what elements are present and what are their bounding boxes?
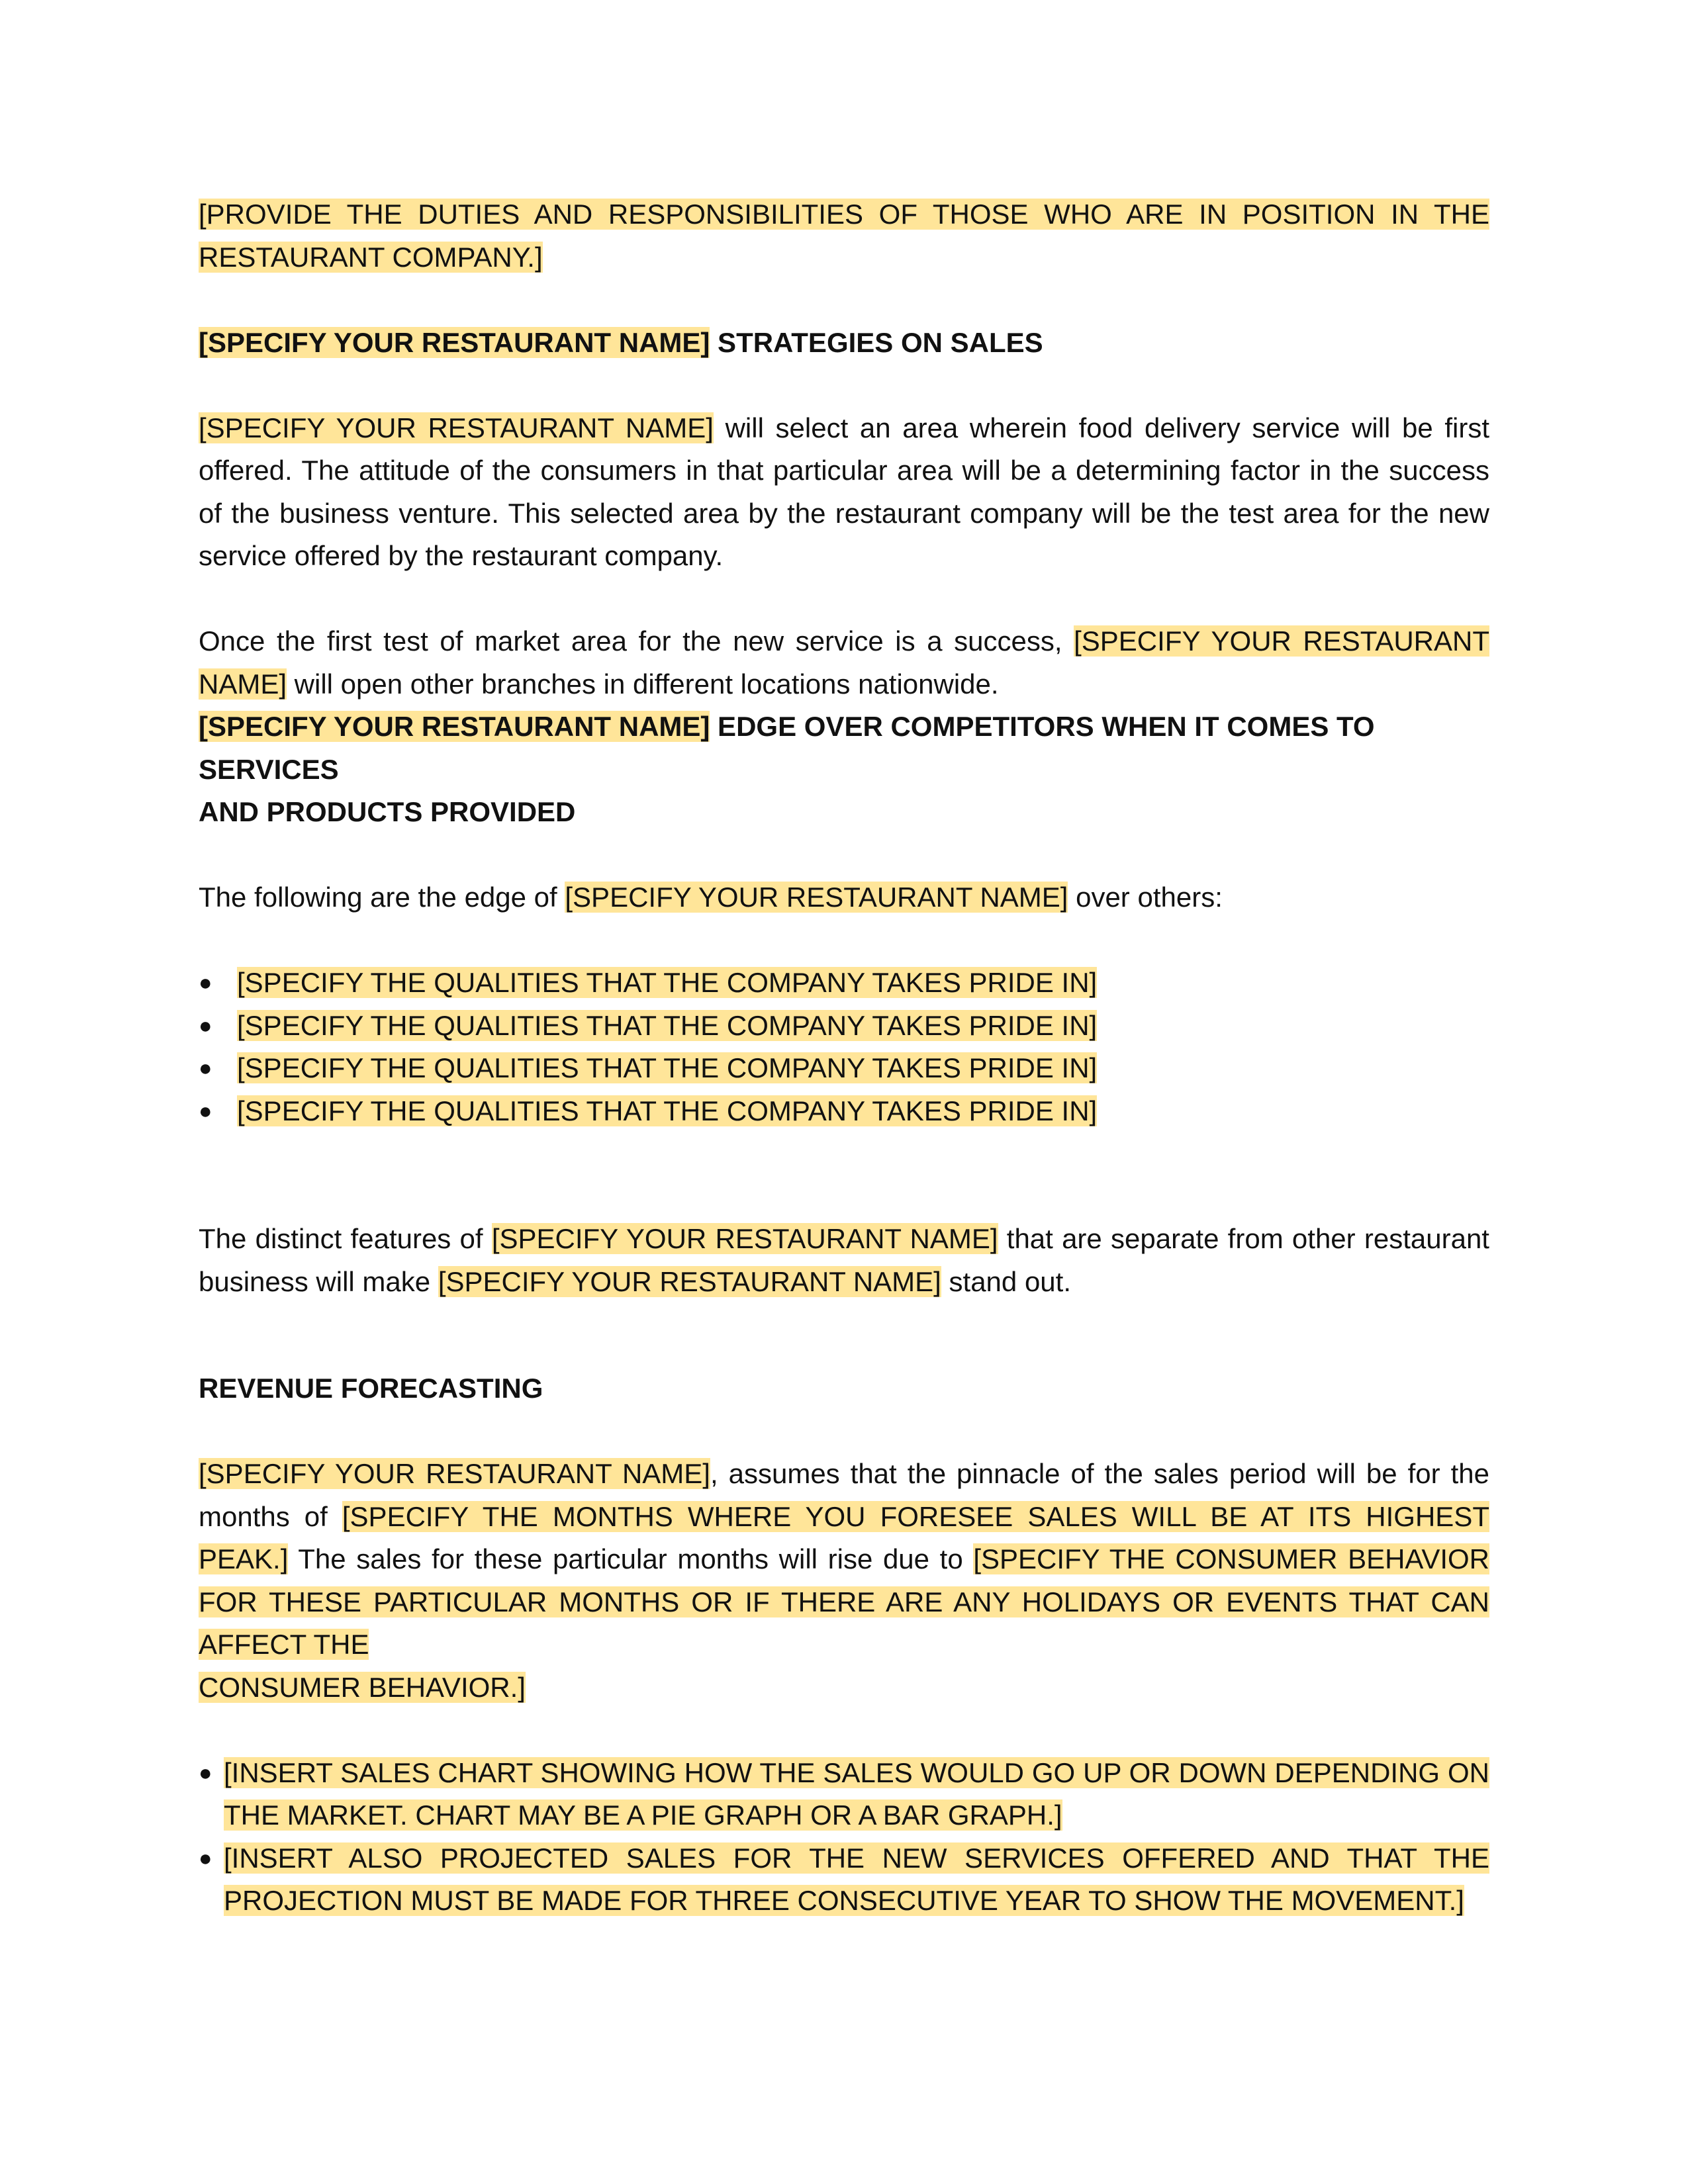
qualities-list [199,962,1489,1132]
behavior-placeholder-line2: CONSUMER BEHAVIOR.] [199,1671,526,1703]
strategies-paragraph-2 [199,620,1489,705]
strategies-paragraph-2-after: will open other branches in different locations nationwide. [287,668,999,700]
strategies-paragraph-2-before: Once the first test of market area for the new service is a success, [199,625,1074,657]
restaurant-name-placeholder: [SPECIFY YOUR RESTAURANT NAME] [438,1265,941,1297]
restaurant-name-placeholder: [SPECIFY YOUR RESTAURANT NAME] [199,1458,710,1489]
strategies-paragraph-1 [199,407,1489,578]
restaurant-name-placeholder: [SPECIFY YOUR RESTAURANT NAME] [565,882,1068,913]
restaurant-name-placeholder: [SPECIFY YOUR RESTAURANT NAME] [199,711,710,742]
revenue-bullets [199,1752,1489,1923]
strategies-heading-text: STRATEGIES ON SALES [710,326,1043,358]
edge-intro [199,876,1489,919]
sales-chart-placeholder: [INSERT SALES CHART SHOWING HOW THE SALES WOULD GO UP OR DOWN DEPENDING ON THE MARKET. CHART MAY BE A PIE GRAPH OR A BAR GRAPH.] [224,1756,1489,1831]
quality-placeholder: [SPECIFY THE QUALITIES THAT THE COMPANY TAKES PRIDE IN] [237,967,1098,998]
revenue-paragraph [199,1453,1489,1709]
strategies-paragraph-1-text: will select an area wherein food delivery service will be first offered. The attitude of the consumers in that particular area will be a determining factor in the success of the business venture. This selected area by the restaurant company will be the test area for the new service offered by the restaurant company. [199,412,1489,571]
quality-placeholder: [SPECIFY THE QUALITIES THAT THE COMPANY TAKES PRIDE IN] [237,1009,1098,1041]
edge-heading-line1: EDGE OVER COMPETITORS WHEN IT COMES TO SERVICES [199,711,1375,785]
edge-heading [199,705,1489,834]
duties-paragraph [199,193,1489,279]
strategies-heading [199,322,1489,365]
list-item [199,1752,1489,1837]
list-item [199,1005,1489,1048]
distinct-features-paragraph [199,1218,1489,1303]
behavior-placeholder-line1: [SPECIFY THE CONSUMER BEHAVIOR FOR THESE PARTICULAR MONTHS OR IF THERE ARE ANY HOLIDAYS OR EVENTS THAT CAN AFFECT THE [199,1543,1490,1660]
edge-heading-line2: AND PRODUCTS PROVIDED [199,796,576,827]
distinct-before: The distinct features of [199,1223,492,1254]
list-item [199,1047,1489,1090]
document-page [199,193,1489,1923]
months-placeholder: [SPECIFY THE MONTHS WHERE YOU FORESEE SALES WILL BE AT ITS HIGHEST PEAK.] [199,1500,1489,1574]
list-item [199,1837,1489,1923]
restaurant-name-placeholder: [SPECIFY YOUR RESTAURANT NAME] [491,1223,998,1254]
restaurant-name-placeholder: [SPECIFY YOUR RESTAURANT NAME] [199,326,710,358]
list-item [199,962,1489,1005]
distinct-after: stand out. [941,1265,1071,1297]
revenue-text-2: The sales for these particular months will rise due to [288,1543,974,1574]
projected-sales-placeholder: [INSERT ALSO PROJECTED SALES FOR THE NEW SERVICES OFFERED AND THAT THE PROJECTION MUST BE MADE FOR THREE CONSECUTIVE YEAR TO SHOW THE MOVEMENT.] [224,1842,1489,1916]
revenue-heading: REVENUE FORECASTING [199,1373,543,1404]
duties-placeholder: [PROVIDE THE DUTIES AND RESPONSIBILITIES OF THOSE WHO ARE IN POSITION IN THE RESTAURANT COMPANY.] [199,199,1489,273]
distinct-middle: that are separate from other restaurant business will make [199,1223,1489,1297]
restaurant-name-placeholder: [SPECIFY YOUR RESTAURANT NAME] [199,412,714,443]
restaurant-name-placeholder: [SPECIFY YOUR RESTAURANT NAME] [199,625,1489,700]
quality-placeholder: [SPECIFY THE QUALITIES THAT THE COMPANY TAKES PRIDE IN] [237,1095,1098,1126]
list-item [199,1090,1489,1133]
edge-intro-before: The following are the edge of [199,882,565,913]
revenue-text-1: , assumes that the pinnacle of the sales period will be for the months of [199,1458,1489,1532]
quality-placeholder: [SPECIFY THE QUALITIES THAT THE COMPANY TAKES PRIDE IN] [237,1052,1098,1083]
edge-intro-after: over others: [1068,882,1223,913]
